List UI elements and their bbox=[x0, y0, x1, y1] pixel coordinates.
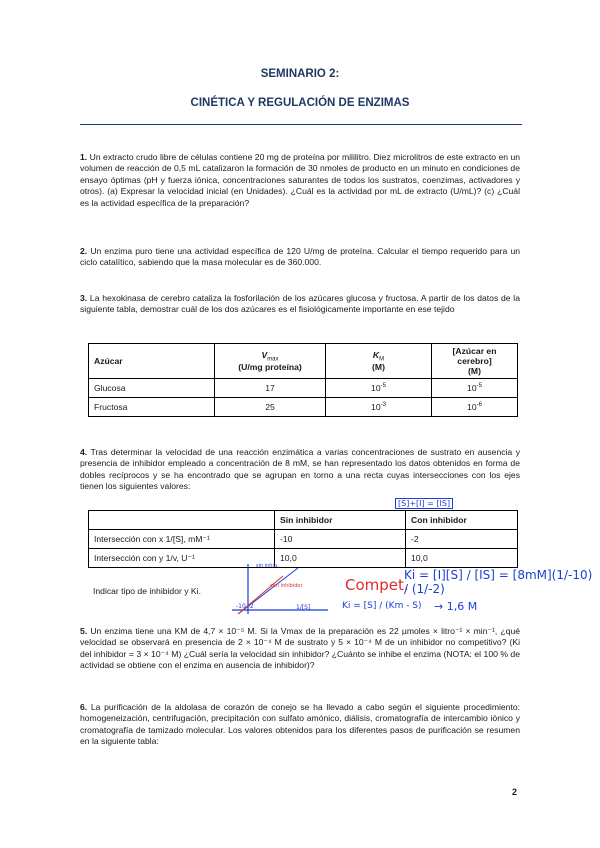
table-row: Fructosa 25 $10^{-3}$ $10^{-6}$ bbox=[89, 398, 518, 417]
title-divider bbox=[80, 124, 522, 125]
handwritten-graph-sketch bbox=[228, 562, 338, 620]
table-header-row bbox=[89, 344, 518, 379]
handwritten-ki-formula: Ki = [I][S] / [IS] = [8mM](1/-10) / (1/-2) bbox=[404, 568, 593, 596]
question-6: 6. La purificación de la aldolasa de corazón de conejo se ha llevado a cabo según el siguiente procedimiento: homogeneización, centrifugación, precipitación con sulfato amónico, diálisis, cromatografía de intercambio iónico y cromatografía de tamizado molecular. Los valores obtenidos para los diferentes pasos de purificación se resumen en la siguiente tabla: bbox=[80, 702, 520, 747]
intersections-table bbox=[88, 510, 518, 568]
col-header-vmax: $V_{max}$ (U/mg proteína) bbox=[215, 344, 326, 379]
handwritten-label-with-inhibitor: con inhibidor bbox=[270, 583, 303, 589]
table-row: Intersección con y 1/v, U⁻¹ 10,0 10,0 bbox=[89, 549, 518, 568]
indicate-instruction: Indicar tipo de inhibidor y Ki. bbox=[93, 586, 201, 596]
table-header-row bbox=[89, 511, 518, 530]
col-header-brain-concentration: [Azúcar en cerebro] (M) bbox=[432, 344, 518, 379]
seminar-subtitle: CINÉTICA Y REGULACIÓN DE ENZIMAS bbox=[190, 97, 410, 109]
question-4: 4. Tras determinar la velocidad de una reacción enzimática a varias concentraciones de sustrato en ausencia y presencia de inhibidor empleado a concentración de 8 mM, se han representado los datos obtenidos en forma de dobles recíprocos y se ha encontrado que se agrupan en torno a una recta cuyas intersecciones con los ejes tienen los siguientes valores: bbox=[80, 447, 520, 492]
table-row: Glucosa 17 $10^{-5}$ $10^{-5}$ bbox=[89, 379, 518, 398]
col-header-km: $K_M$ (M) bbox=[326, 344, 432, 379]
handwritten-answer-type: Compet. bbox=[345, 576, 409, 594]
question-1: 1. Un extracto crudo libre de células contiene 20 mg de proteína por mililitro. Diez microlitros de este extracto en un volumen de reacción de 0,5 mL catalizaron la formación de 30 nmoles de producto en un minuto en condiciones de ensayo óptimas (pH y fuerza iónica, concentraciones saturantes de todos los sustratos, coenzimas, activadores y otros). (a) Expresar la velocidad inicial (en Unidades). ¿Cuál es la actividad por mL de extracto (U/mL)? (c) ¿Cuál es la actividad específica de la preparación? bbox=[80, 152, 521, 208]
question-3: 3. La hexokinasa de cerebro cataliza la fosforilación de los azúcares glucosa y fructosa. A partir de los datos de la siguiente tabla, demostrar cuál de los dos azúcares es el fisiológicamente importante en ese tejido bbox=[80, 293, 520, 315]
handwritten-ki-formula-small: Ki = [S] / (Km - S) bbox=[342, 601, 422, 611]
handwritten-ki-result: → 1,6 M bbox=[434, 600, 478, 613]
handwritten-axis-origin: -10 -2 bbox=[236, 603, 254, 610]
col-header-with-inhibitor: Con inhibidor bbox=[406, 511, 518, 530]
handwritten-note-sum: [S]+[I] = [IS] bbox=[395, 498, 453, 509]
handwritten-axis-x: 1/[S] bbox=[296, 604, 311, 611]
handwritten-label-no-inhibitor: sin inhib. bbox=[256, 563, 279, 569]
question-2: 2. Un enzima puro tiene una actividad específica de 120 U/mg de proteína. Calcular el tiempo requerido para un ciclo catalítico, sabiendo que la masa molecular es de 360.000. bbox=[80, 246, 521, 268]
col-header-no-inhibitor: Sin inhibidor bbox=[275, 511, 406, 530]
table-row: Intersección con x 1/[S], mM⁻¹ -10 -2 bbox=[89, 530, 518, 549]
col-header-sugar: Azúcar bbox=[89, 344, 215, 379]
kinetics-table bbox=[88, 343, 518, 417]
page-number: 2 bbox=[512, 787, 518, 797]
seminar-title: SEMINARIO 2: bbox=[260, 68, 340, 80]
question-5: 5. Un enzima tiene una KM de 4,7 × 10⁻⁵ M. Si la Vmax de la preparación es 22 µmoles × litro⁻¹ × min⁻¹, ¿qué velocidad se observará en presencia de 2 × 10⁻⁴ M de sustrato y 5 × 10⁻⁴ M de un inhibidor no competitivo? (Ki del inhibidor = 3 × 10⁻⁴ M) ¿Cuál sería la velocidad sin inhibidor? ¿Cuánto se inhibe el enzima (NOTA: el 100 % de actividad se obtiene con el enzima en ausencia de inhibidor)? bbox=[80, 626, 521, 671]
